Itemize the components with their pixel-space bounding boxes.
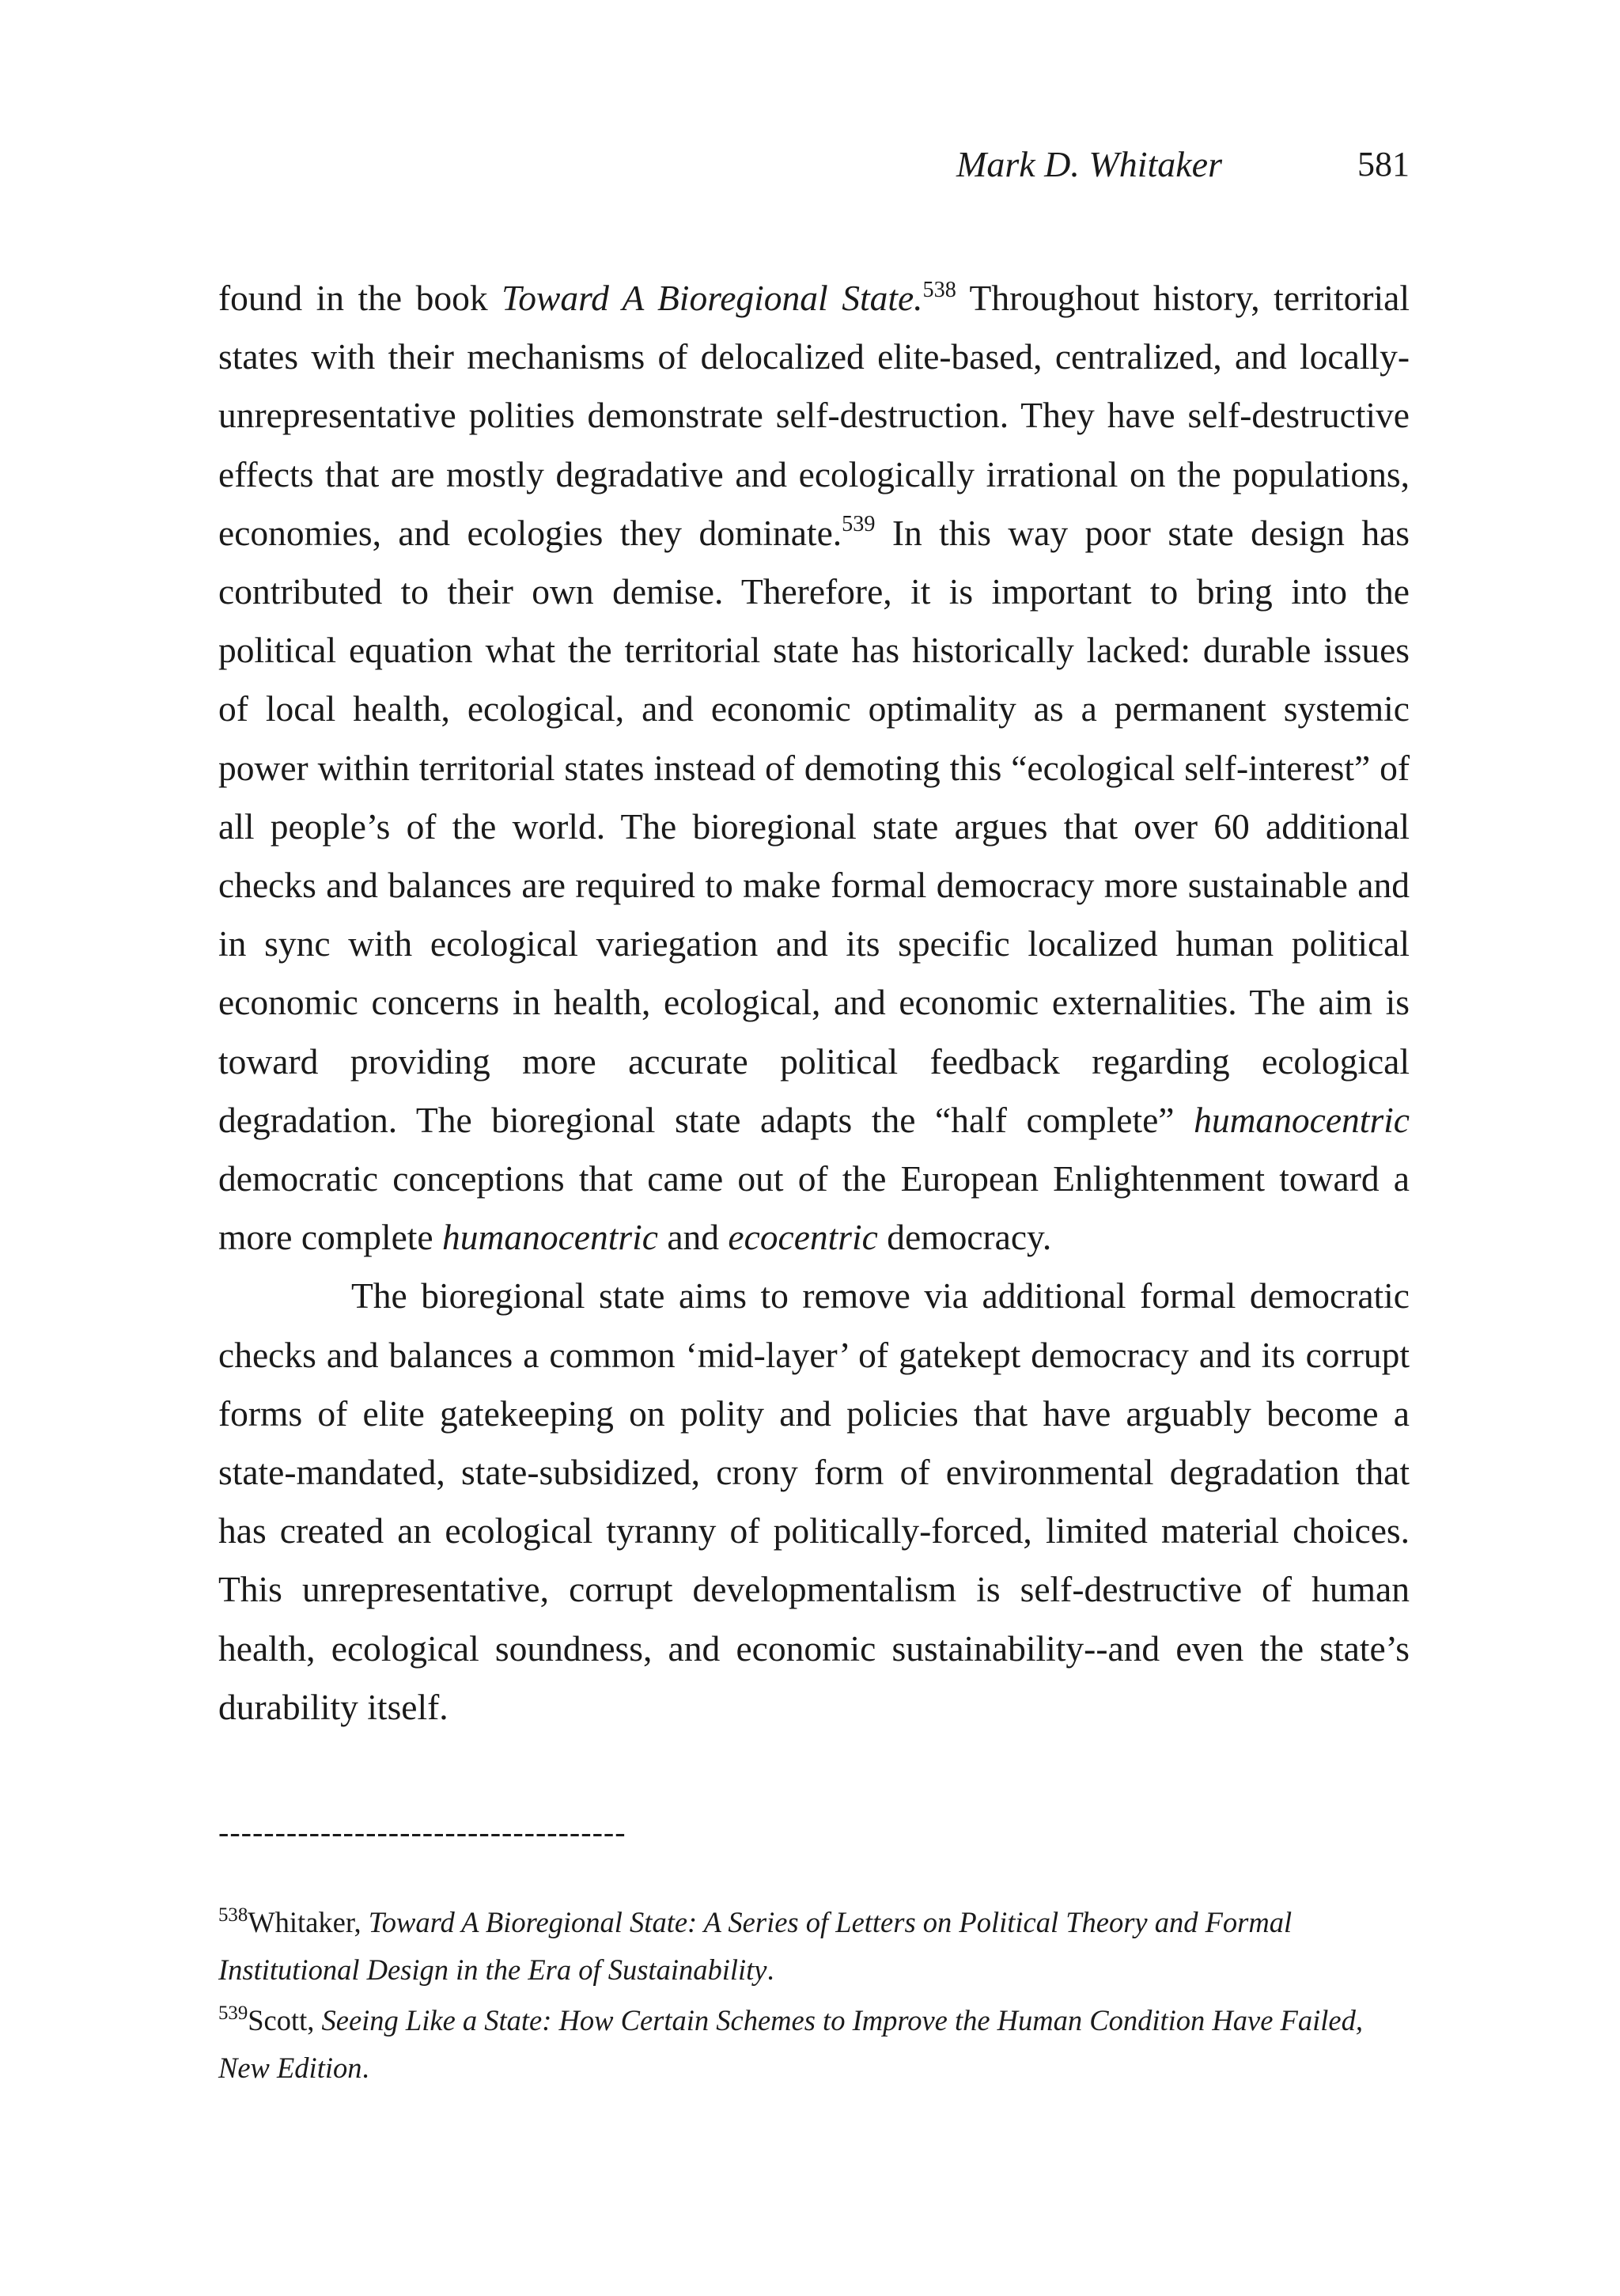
- footnote-title: Toward A Bioregional State: A Series of Letters on Political Theory and Formal Institutional Design in the Era of Sustainability: [218, 1906, 1293, 1986]
- emphasis-humanocentric: humanocentric: [442, 1217, 658, 1258]
- paragraph-2: The bioregional state aims to remove via additional formal democratic checks and balances a common ‘mid-layer’ of gatekept democracy and its corrupt forms of elite gatekeeping on polity and policies that have arguably become a state-mandated, state-subsidized, crony form of environmental degradation that has created an ecological tyranny of politically-forced, limited material choices. This unrepresentative, corrupt developmentalism is self-destructive of human health, ecological soundness, and economic sustainability--and even the state’s durability itself.: [218, 1275, 1410, 1727]
- paragraph-1-text: democratic conceptions that came out of the European Enlightenment toward a more complete: [218, 1158, 1410, 1258]
- paragraph-1-text: In this way poor state design has contributed to their own demise. Therefore, it is important to bring into the political equation what the territorial state has historically lacked: durable issues of local health, ecological, and economic optimality as a permanent systemic power within territorial states instead of demoting this “ecological self-interest” of all people’s of the world. The bioregional state argues that over 60 additional checks and balances are required to make formal democracy more sustainable and in sync with ecological variegation and its specific localized human political economic concerns in health, ecological, and economic externalities. The aim is toward providing more accurate political feedback regarding ecological degradation. The bioregional state adapts the “half complete”: [218, 512, 1410, 1140]
- paragraph-1-text: democracy.: [877, 1217, 1052, 1258]
- paragraph-1-text: found in the book: [218, 278, 502, 318]
- footnote-separator: ------------------------------------: [218, 1814, 626, 1850]
- footnote-author: Scott,: [248, 2004, 322, 2036]
- body-text: [218, 269, 1410, 1737]
- emphasis-humanocentric: humanocentric: [1194, 1099, 1410, 1140]
- footnotes: [218, 1899, 1410, 2092]
- footnote-539: [218, 1997, 1410, 2092]
- paragraph-1: [218, 269, 1410, 1267]
- footnote-number: 539: [218, 2002, 248, 2025]
- page-number: 581: [1357, 145, 1410, 184]
- footnote-ref-539[interactable]: 539: [842, 512, 876, 537]
- paragraph-1-text: and: [657, 1217, 729, 1258]
- emphasis-ecocentric: ecocentric: [728, 1217, 878, 1258]
- running-head: [218, 141, 1410, 188]
- footnote-number: 538: [218, 1904, 248, 1927]
- footnote-538: [218, 1899, 1410, 1994]
- footnote-title: Seeing Like a State: How Certain Schemes to Improve the Human Condition Have Failed, New Edition: [218, 2004, 1363, 2084]
- footnote-end: .: [361, 2052, 369, 2084]
- footnote-author: Whitaker,: [248, 1906, 369, 1938]
- book-title: Toward A Bioregional State.: [502, 278, 923, 318]
- footnote-ref-538[interactable]: 538: [922, 277, 956, 302]
- paragraph-1-text: Throughout history, territorial states with their mechanisms of delocalized elite-based, centralized, and locally-unrepresentative polities demonstrate self-destruction. They have self-destructive effects that are mostly degradative and ecologically irrational on the populations, economies, and ecologies they dominate.: [218, 278, 1410, 553]
- running-head-author: Mark D. Whitaker: [956, 144, 1222, 184]
- footnote-end: .: [766, 1953, 774, 1986]
